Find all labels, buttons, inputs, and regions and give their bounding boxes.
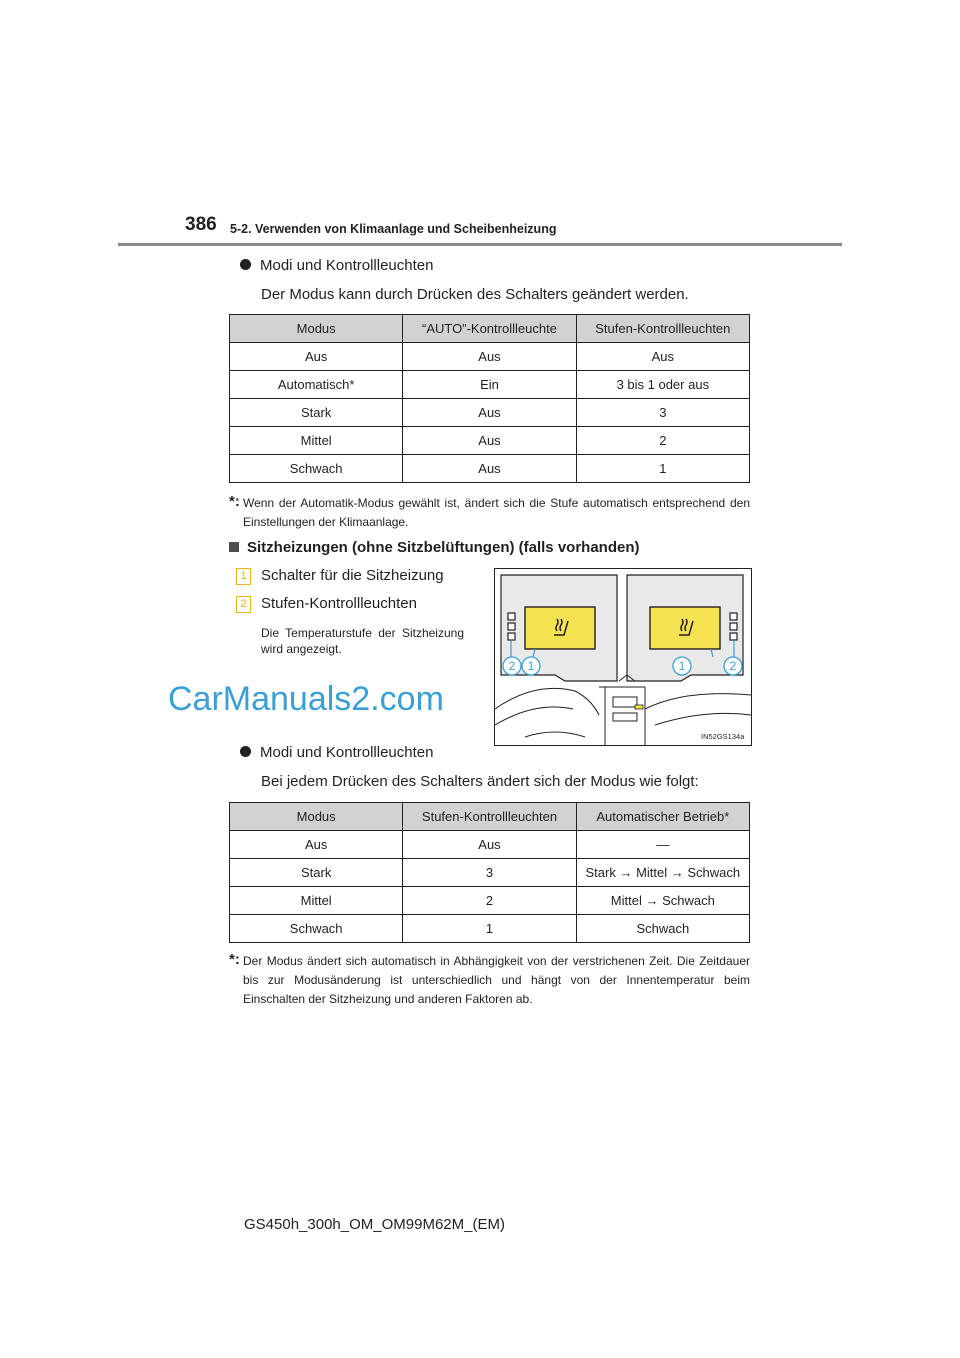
footnote-1 [229,494,750,532]
modes-table-2 [229,802,750,943]
callout-label: 1 [678,659,686,673]
table-row [230,915,750,943]
table-header-row [230,803,750,831]
illustration-svg [495,569,751,745]
callout-label: 2 [508,659,516,673]
table-cell: Schwach [576,915,749,943]
footnote-mark: *: [229,951,240,968]
table-cell: 2 [403,887,576,915]
table-cell: Aus [403,399,576,427]
table-cell: Aus [403,831,576,859]
table-cell: Stark [230,859,403,887]
illustration-code: IN52GS134a [701,732,745,741]
table-header-row [230,315,750,343]
table-header-cell: Automatischer Betrieb* [576,803,749,831]
table-row [230,399,750,427]
document-code-footer: GS450h_300h_OM_OM99M62M_(EM) [244,1216,505,1233]
table-cell: 2 [576,427,749,455]
callout-label: 1 [527,659,535,673]
footnote-text: Der Modus ändert sich automatisch in Abhängigkeit von der verstrichenen Zeit. Die Zeitdauer bis zur Modusänderung ist unterschiedlich und hängt von der Innentemperatur beim Einschalten der Sitzheizung und anderen Faktoren ab. [243,954,750,1006]
bullet-label: Modi und Kontrollleuchten [260,257,434,274]
bullet-dot [240,259,251,270]
table-cell: Mittel → Schwach [576,887,749,915]
table-row [230,343,750,371]
table-row [230,831,750,859]
table-cell: 1 [576,455,749,483]
table-header-cell: “AUTO”-Kontrollleuchte [403,315,576,343]
table-cell: 3 [403,859,576,887]
table-row [230,887,750,915]
heading-text: Sitzheizungen (ohne Sitzbelüftungen) (falls vorhanden) [247,539,640,556]
table-cell: Automatisch* [230,371,403,399]
table-header-cell: Modus [230,803,403,831]
bullet-dot [240,746,251,757]
item-level-indicators: Stufen-Kontrollleuchten [261,595,417,612]
table-header-cell: Stufen-Kontrollleuchten [576,315,749,343]
table-cell: Aus [230,831,403,859]
table-cell: Mittel [230,427,403,455]
callout-number-2: 2 [236,596,251,613]
footnote-text: Wenn der Automatik-Modus gewählt ist, ändert sich die Stufe automatisch entsprechend den Einstellungen der Klimaanlage. [243,496,750,529]
table-cell: Aus [576,343,749,371]
watermark: CarManuals2.com [168,680,444,718]
intro-text-1: Der Modus kann durch Drücken des Schalters geändert werden. [261,286,689,303]
heading-square [229,542,239,552]
table-cell: Stark [230,399,403,427]
table-row [230,371,750,399]
table-row [230,427,750,455]
seat-heater-illustration [494,568,752,746]
callout-number-1: 1 [236,568,251,585]
intro-text-2: Bei jedem Drücken des Schalters ändert sich der Modus wie folgt: [261,773,699,790]
item-seat-heater-switch: Schalter für die Sitzheizung [261,567,444,584]
table-cell: Aus [230,343,403,371]
table-cell: Schwach [230,915,403,943]
table-cell: Mittel [230,887,403,915]
table-cell: 3 [576,399,749,427]
table-cell: Ein [403,371,576,399]
bullet-label: Modi und Kontrollleuchten [260,744,434,761]
table-cell: Schwach [230,455,403,483]
section-title: 5-2. Verwenden von Klimaanlage und Scheibenheizung [230,222,557,236]
table-row [230,859,750,887]
subsection-heading [229,539,640,556]
callout-label: 2 [729,659,737,673]
table-cell: — [576,831,749,859]
table-cell: 1 [403,915,576,943]
table-cell: Aus [403,455,576,483]
table-cell: 3 bis 1 oder aus [576,371,749,399]
bullet-modes-1 [240,257,433,274]
item-description: Die Temperaturstufe der Sitzheizung wird angezeigt. [261,626,464,656]
table-row [230,455,750,483]
table-header-cell: Modus [230,315,403,343]
footnote-mark: *: [229,493,240,510]
modes-table-1 [229,314,750,483]
table-cell: Stark → Mittel → Schwach [576,859,749,887]
table-header-cell: Stufen-Kontrollleuchten [403,803,576,831]
table-cell: Aus [403,343,576,371]
footnote-2 [229,952,750,1009]
page-number: 386 [185,214,217,235]
table-cell: Aus [403,427,576,455]
bullet-modes-2 [240,744,433,761]
header-rule [118,243,842,246]
